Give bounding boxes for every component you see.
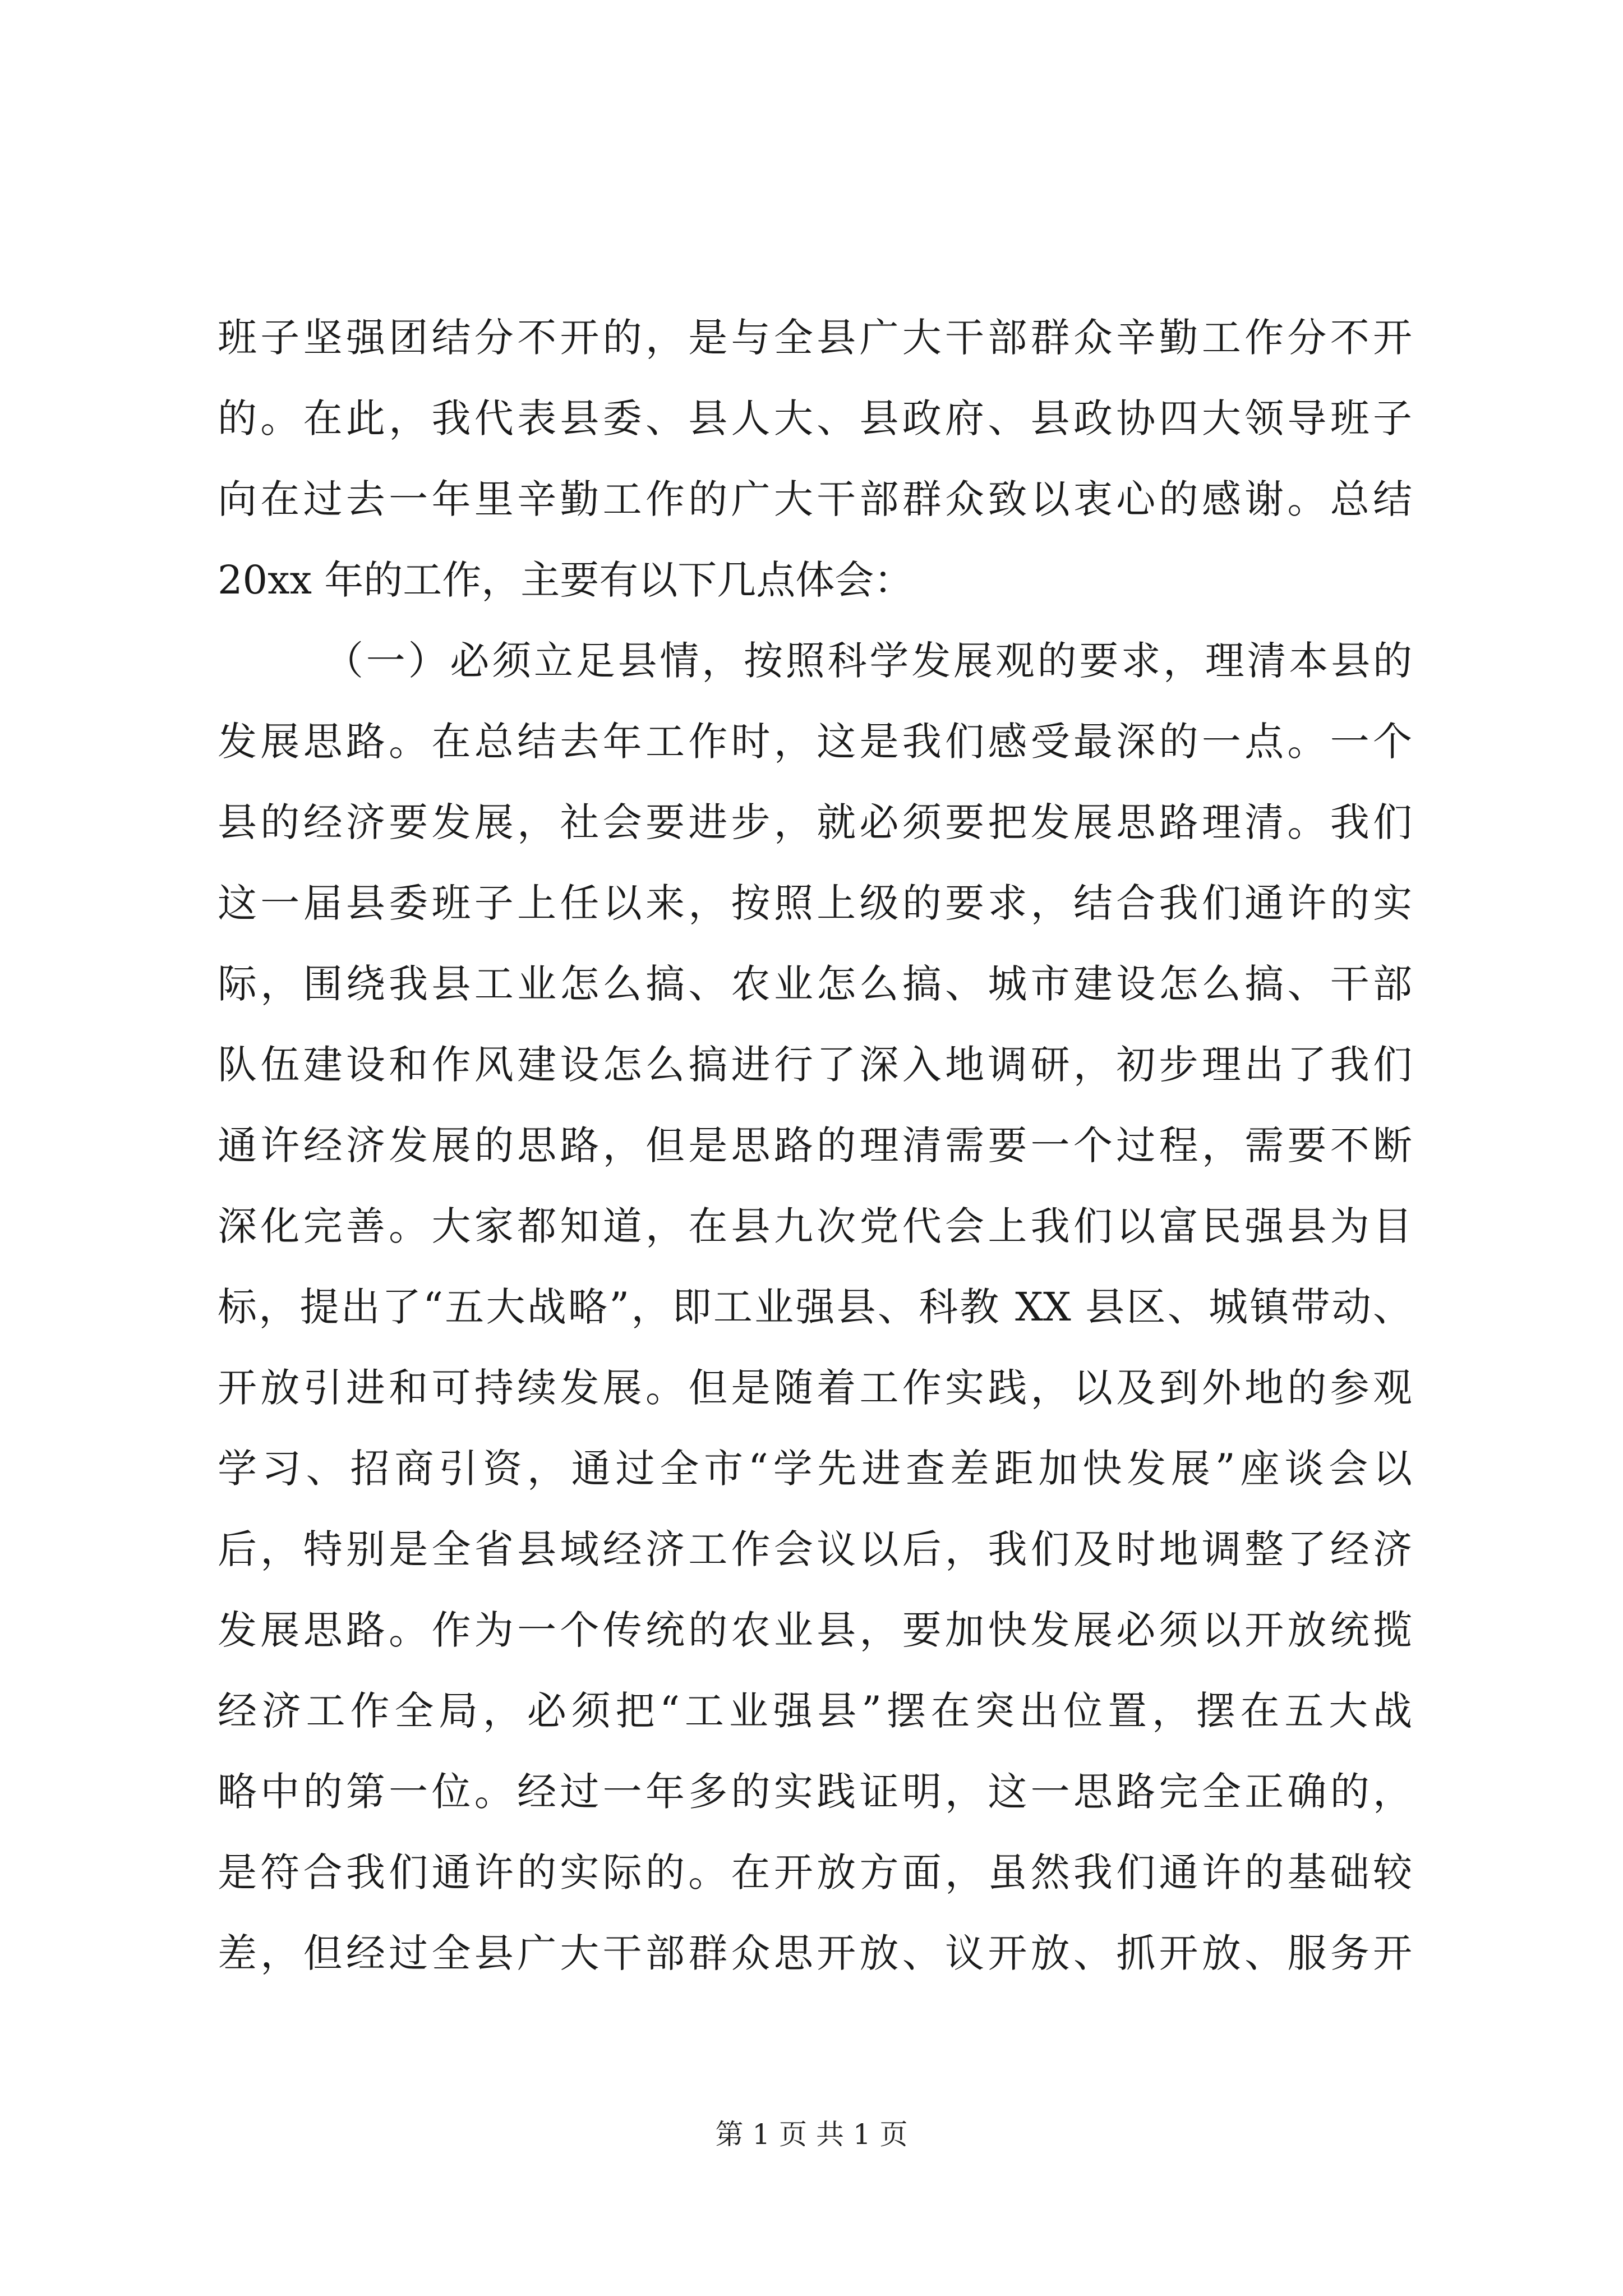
- text-line: 是符合我们通许的实际的。在开放方面，虽然我们通许的基础较: [218, 1849, 1412, 1895]
- text-line: 学习、招商引资，通过全市“学先进查差距加快发展”座谈会以: [218, 1446, 1412, 1492]
- text-line: 发展思路。在总结去年工作时，这是我们感受最深的一点。一个: [218, 719, 1412, 765]
- text-line: 差，但经过全县广大干部群众思开放、议开放、抓开放、服务开: [218, 1930, 1412, 1976]
- text-line: 20xx 年的工作，主要有以下几点体会：: [218, 557, 914, 603]
- text-line: 深化完善。大家都知道，在县九次党代会上我们以富民强县为目: [218, 1203, 1412, 1249]
- text-line: 际，围绕我县工业怎么搞、农业怎么搞、城市建设怎么搞、干部: [218, 961, 1412, 1007]
- text-line: 队伍建设和作风建设怎么搞进行了深入地调研，初步理出了我们: [218, 1042, 1412, 1088]
- body-text: [218, 297, 1412, 1994]
- text-line: 略中的第一位。经过一年多的实践证明，这一思路完全正确的，: [218, 1769, 1412, 1815]
- page-number-label: 第 1 页 共 1 页: [715, 2118, 908, 2151]
- text-line: 开放引进和可持续发展。但是随着工作实践，以及到外地的参观: [218, 1365, 1412, 1411]
- text-line: 班子坚强团结分不开的，是与全县广大干部群众辛勤工作分不开: [218, 315, 1412, 361]
- text-line: 后，特别是全省县域经济工作会议以后，我们及时地调整了经济: [218, 1526, 1412, 1572]
- text-line: 通许经济发展的思路，但是思路的理清需要一个过程，需要不断: [218, 1122, 1412, 1168]
- text-line: 发展思路。作为一个传统的农业县，要加快发展必须以开放统揽: [218, 1607, 1412, 1653]
- text-line: 向在过去一年里辛勤工作的广大干部群众致以衷心的感谢。总结: [218, 476, 1412, 522]
- text-line: 经济工作全局，必须把“工业强县”摆在突出位置，摆在五大战: [218, 1688, 1412, 1734]
- text-line: 标，提出了“五大战略”，即工业强县、科教 XX 县区、城镇带动、: [218, 1284, 1412, 1330]
- paragraph-heading-line: （一）必须立足县情，按照科学发展观的要求，理清本县的: [324, 638, 1412, 684]
- text-line: 县的经济要发展，社会要进步，就必须要把发展思路理清。我们: [218, 799, 1412, 845]
- text-line: 这一届县委班子上任以来，按照上级的要求，结合我们通许的实: [218, 880, 1412, 926]
- text-line: 的。在此，我代表县委、县人大、县政府、县政协四大领导班子: [218, 395, 1412, 441]
- page-footer: [0, 2115, 1623, 2154]
